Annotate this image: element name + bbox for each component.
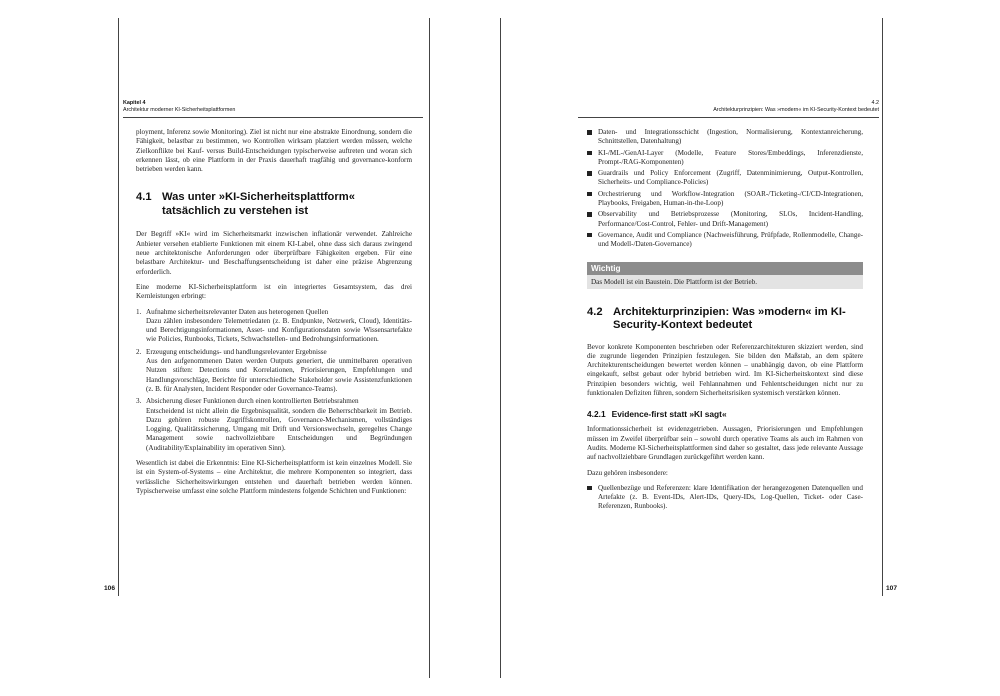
bullet-square-icon [587,151,592,156]
paragraph-3: Dazu gehören insbesondere: [587,468,668,477]
list-item-number: 2. [136,347,142,356]
list-item [136,348,412,394]
list-item-number: 3. [136,397,142,406]
list-item [136,397,412,453]
important-callout-box [587,262,863,289]
list-item: Governance, Audit und Compliance (Nachweisführung, Prüfpfade, Rollenmodelle, Change- und Modell-/Daten-Governance) [587,231,863,250]
list-item-title: Aufnahme sicherheitsrelevanter Daten aus heterogenen Quellen [146,307,329,316]
left-page-outer-edge [118,18,119,596]
left-page [136,128,412,496]
section-title: Architekturprinzipien: Was »modern« im KI-Security-Kontext bedeutet [613,305,846,332]
list-item: Daten- und Integrationsschicht (Ingestion, Normalisierung, Kontextanreicherung, Schnittstellen, Datenhaltung) [587,128,863,147]
platform-layers-list [587,128,863,250]
list-item: KI-/ML-/GenAI-Layer (Modelle, Feature Stores/Embeddings, Inferenzdienste, Prompt-/RAG-Komponenten) [587,149,863,168]
running-head-title: Architekturprinzipien: Was »modern« im KI-Security-Kontext bedeutet [713,107,879,113]
bullet-square-icon [587,212,592,217]
running-head-title: Architektur moderner KI-Sicherheitsplattformen [123,107,236,113]
intro-paragraph: ployment, Inferenz sowie Monitoring). Ziel ist nicht nur eine abstrakte Einordnung, sondern die Fähigkeit, belastbar zu bestimmen, wo Kontrollen wirksam platziert werden müssen, welche Zielkonflikte bei Kauf- versus Build-Entscheidungen typischerweise auftreten und woran sich erkennen lässt, ob eine Plattform in der Praxis dauerhaft tragfähig und governance-konform betrieben werden kann. [136,128,412,174]
left-page-inner-edge [429,18,430,678]
section-heading-4-2 [587,306,863,333]
running-head-number: 4.2 [871,100,879,106]
list-item-title: Absicherung dieser Funktionen durch einen kontrollierten Betriebsrahmen [146,397,359,406]
list-item-description: Dazu zählen insbesondere Telemetriedaten (z. B. Endpunkte, Netzwerk, Cloud), Identitäts- und Berechtigungsinformationen, Asset- und Konfigurationsdaten sowie Wissensartefakte wie Policies, Runbooks, Tickets, Schwachstellen- und Bedrohungsinformationen. [146,316,412,344]
bullet-square-icon [587,192,592,197]
right-page-inner-edge [500,18,501,678]
paragraph-1: Der Begriff »KI« wird im Sicherheitsmarkt inzwischen inflationär verwendet. Zahlreiche Anbieter versehen etablierte Funktionen mit einem KI-Label, ohne dass sich daraus zwingend neue architektonische Anforderungen oder überprüfbare Fähigkeiten ergeben. Für eine belastbare Architektur- und Beschaffungsentscheidung ist daher eine präzise Abgrenzung erforderlich. [136,230,412,276]
right-running-head [578,100,879,114]
evidence-list [587,484,863,512]
right-running-head-rule [578,117,879,118]
callout-text: Das Modell ist ein Baustein. Die Plattform ist der Betrieb. [587,275,863,289]
paragraph-3: Wesentlich ist dabei die Erkenntnis: Eine KI-Sicherheitsplattform ist kein einzelnes Modell. Sie ist ein System-of-Systems – eine Architektur, die mehrere Komponenten so integriert, dass verlässliche Sicherheitswirkungen entstehen und dauerhaft betrieben werden können. Typischerweise umfasst eine solche Plattform mindestens folgende Schichten und Funktionen: [136,459,412,495]
subsection-title: Evidence-first statt »KI sagt« [611,409,727,420]
core-services-list [136,308,412,453]
left-running-head-rule [123,117,423,118]
list-item-description: Aus den aufgenommenen Daten werden Outputs generiert, die unmittelbaren operativen Nutzen stiften: Detections und Korrelationen, Priorisierungen, Empfehlungen und Handlungsvorschläge, Berichte für unterschiedliche Stakeholder sowie Assistenzfunktionen (z. B. für Analysten, Incident Responder oder Governance-Teams). [146,357,412,393]
callout-heading: Wichtig [587,262,863,275]
page-number-left: 106 [104,585,116,592]
list-item: Orchestrierung und Workflow-Integration (SOAR-/Ticketing-/CI/CD-Integrationen, Playbooks, Freigaben, Human-in-the-Loop) [587,190,863,209]
list-item: Observability und Betriebsprozesse (Monitoring, SLOs, Incident-Handling, Performance/Cost-Control, Fehler- und Drift-Management) [587,210,863,229]
bullet-square-icon [587,171,592,176]
list-item [136,308,412,345]
bullet-square-icon [587,130,592,135]
section-number: 4.1 [136,191,152,204]
left-running-head [123,100,423,114]
list-item-description: Entscheidend ist nicht allein die Ergebnisqualität, sondern die Beherrschbarkeit im Betrieb. Dazu gehören robuste Zugriffskontrollen, Governance-Mechanismen, vollständiges Logging, Qualitätssicherung, Umgang mit Drift und Versionswechseln, geregeltes Change Management sowie nachvollziehbare Entscheidungen und Begründungen (Auditability/Explainability im operativen Sinn). [146,406,412,452]
bullet-square-icon [587,486,592,491]
paragraph-1: Bevor konkrete Komponenten beschrieben oder Referenzarchitekturen skizziert werden, sind die zugrunde liegenden Prinzipien festzulegen. Sie bilden den Maßstab, an dem spätere Architekturentscheidungen bewertet werden können – unabhängig davon, ob eine Plattform eingekauft, selbst gebaut oder hybrid betrieben wird. Im KI-Sicherheitskontext sind diese Prinzipien besonders wichtig, weil Fehlannahmen und Fehlentscheidungen nicht nur zu funktionalen Defiziten führen, sondern Sicherheitsrisiken systemisch verstärken können. [587,342,863,398]
subsection-number: 4.2.1 [587,409,606,420]
page-number-right: 107 [886,585,898,592]
running-head-chapter: Kapitel 4 [123,100,146,106]
subsection-heading-4-2-1 [587,409,863,419]
section-number: 4.2 [587,305,603,318]
paragraph-2: Informationssicherheit ist evidenzgetrieben. Aussagen, Priorisierungen und Empfehlungen müssen im Zweifel überprüfbar sein – sowohl durch operative Teams als auch im Rahmen von Audits. Moderne KI-Sicherheitsplattformen sind daher so gestaltet, dass jede relevante Aussage auf nachvollziehbare Grundlagen zurückgeführt werden kann. [587,425,863,462]
list-item: Guardrails und Policy Enforcement (Zugriff, Datenminimierung, Output-Kontrollen, Sicherheits- und Compliance-Policies) [587,169,863,188]
right-page-outer-edge [882,18,883,596]
list-item-title: Erzeugung entscheidungs- und handlungsrelevanter Ergebnisse [146,347,327,356]
section-title: Was unter »KI-Sicherheitsplattform« tatsächlich zu verstehen ist [162,191,355,217]
paragraph-2: Eine moderne KI-Sicherheitsplattform ist ein integriertes Gesamtsystem, das drei Kernleistungen erbringt: [136,282,412,301]
right-page [587,128,863,514]
list-item: Quellenbezüge und Referenzen: klare Identifikation der herangezogenen Datenquellen und Artefakte (z. B. Event-IDs, Alert-IDs, Query-IDs, Log-Quellen, Ticket- oder Case-Referenzen, Runbooks). [587,484,863,512]
list-item-number: 1. [136,307,142,316]
section-heading-4-1 [136,191,412,218]
bullet-square-icon [587,233,592,238]
